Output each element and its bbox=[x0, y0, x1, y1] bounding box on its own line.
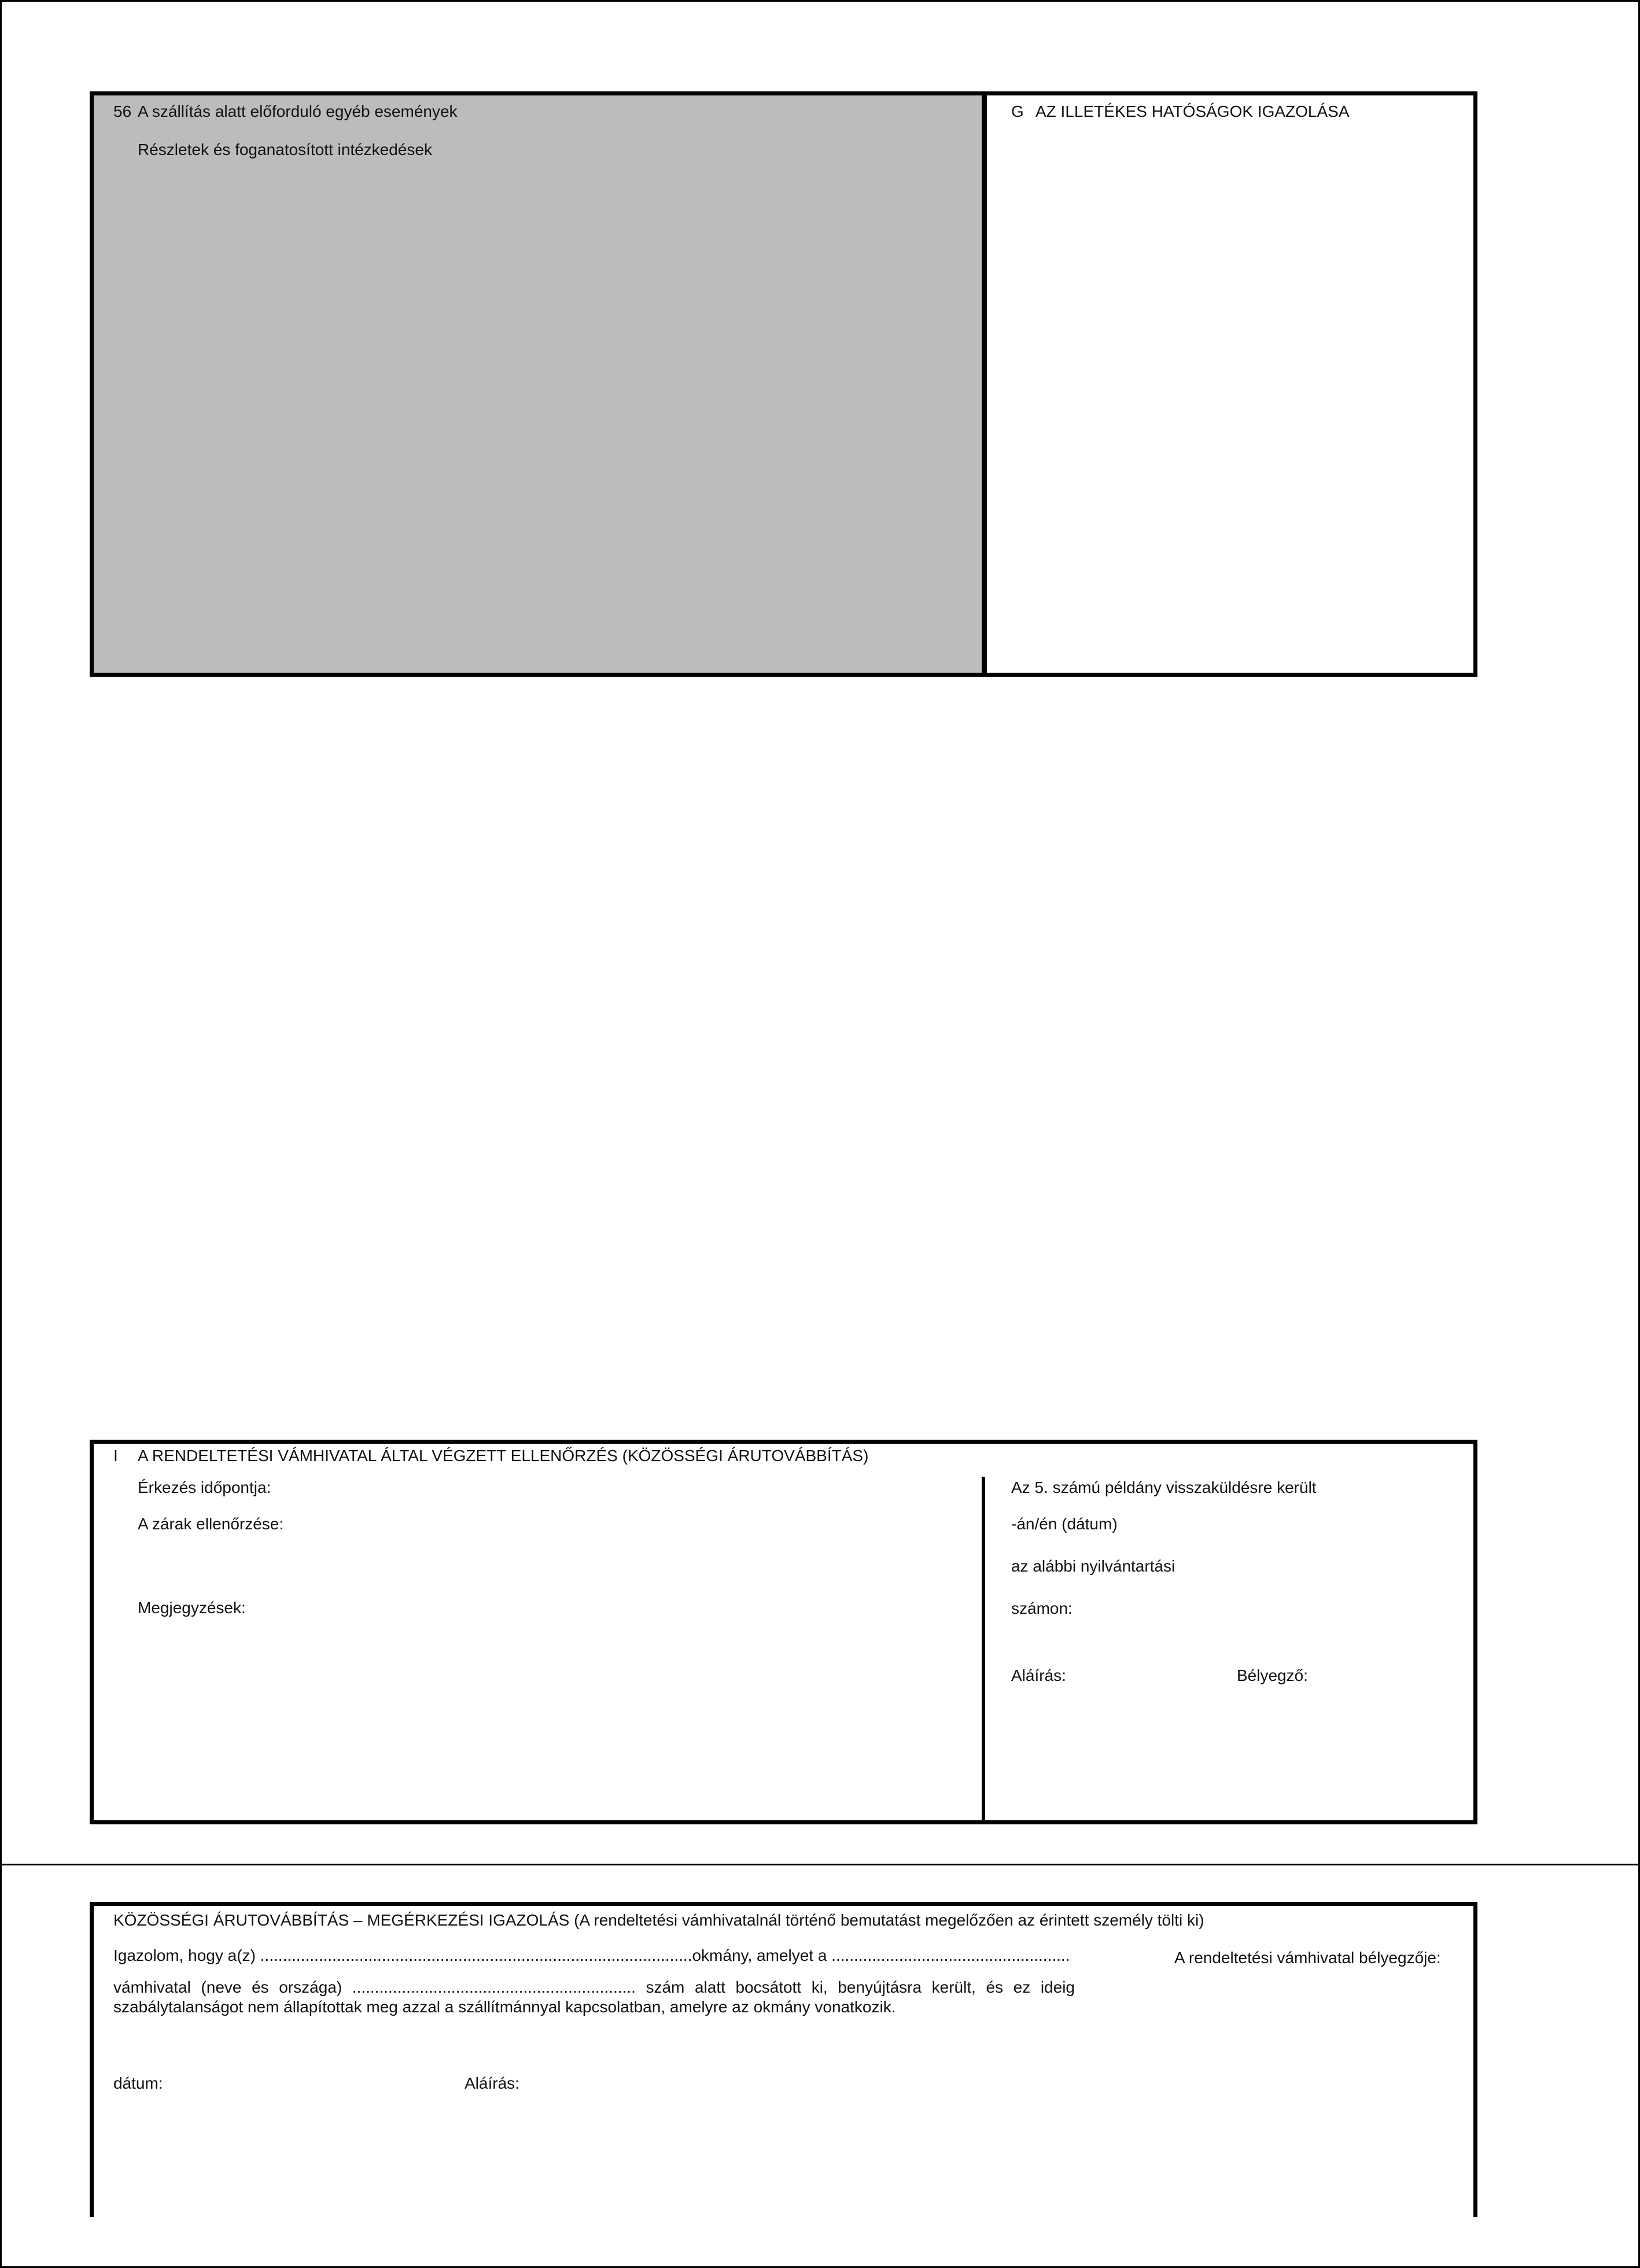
box-i-divider bbox=[982, 1477, 985, 1824]
box-g-letter: G bbox=[1011, 102, 1024, 120]
remarks-label: Megjegyzések: bbox=[138, 1599, 246, 1617]
register-label: az alábbi nyilvántartási bbox=[1011, 1557, 1175, 1575]
seals-label: A zárak ellenőrzése: bbox=[138, 1515, 284, 1533]
receipt-separator bbox=[0, 1864, 1640, 1865]
return-date-label: -án/én (dátum) bbox=[1011, 1515, 1118, 1533]
box-56 bbox=[90, 91, 987, 677]
box-56-title: A szállítás alatt előforduló egyéb események bbox=[138, 102, 458, 120]
receipt-stamp-label: A rendeltetési vámhivatal bélyegzője: bbox=[1174, 1949, 1441, 1967]
box-i-signature-label: Aláírás: bbox=[1011, 1666, 1066, 1684]
receipt-date-label: dátum: bbox=[113, 2074, 163, 2092]
register-number-label: számon: bbox=[1011, 1599, 1073, 1617]
receipt-signature-label: Aláírás: bbox=[465, 2074, 519, 2092]
box-i-stamp-label: Bélyegző: bbox=[1237, 1666, 1308, 1684]
receipt-line-2: vámhivatal (neve és országa) ............................................................... szám alatt bocsátott ki, benyújtásra került, és ez ideig szabálytalanságot nem állapítottak meg azzal a szállítmánnyal kapcsolatban, amelyre az okmány vonatkozik. bbox=[113, 1978, 1075, 2016]
box-g-title: AZ ILLETÉKES HATÓSÁGOK IGAZOLÁSA bbox=[1035, 102, 1350, 120]
box-56-fill bbox=[94, 95, 983, 673]
box-56-subtitle: Részletek és foganatosított intézkedések bbox=[138, 141, 432, 158]
receipt-line-1: Igazolom, hogy a(z) ................................................................................................okmány, amelyet a ..................................................... bbox=[113, 1946, 1070, 1964]
arrival-label: Érkezés időpontja: bbox=[138, 1478, 271, 1496]
returned-label: Az 5. számú példány visszaküldésre került bbox=[1011, 1478, 1317, 1496]
box-i-letter: I bbox=[113, 1447, 118, 1465]
box-56-number: 56 bbox=[113, 102, 132, 120]
box-g bbox=[982, 91, 1477, 677]
receipt-title: KÖZÖSSÉGI ÁRUTOVÁBBÍTÁS – MEGÉRKEZÉSI IGAZOLÁS (A rendeltetési vámhivatalnál történő bemutatást megelőzően az érintett személy tölti ki) bbox=[113, 1911, 1204, 1929]
box-i-title: A RENDELTETÉSI VÁMHIVATAL ÁLTAL VÉGZETT ELLENŐRZÉS (KÖZÖSSÉGI ÁRUTOVÁBBÍTÁS) bbox=[138, 1447, 869, 1465]
